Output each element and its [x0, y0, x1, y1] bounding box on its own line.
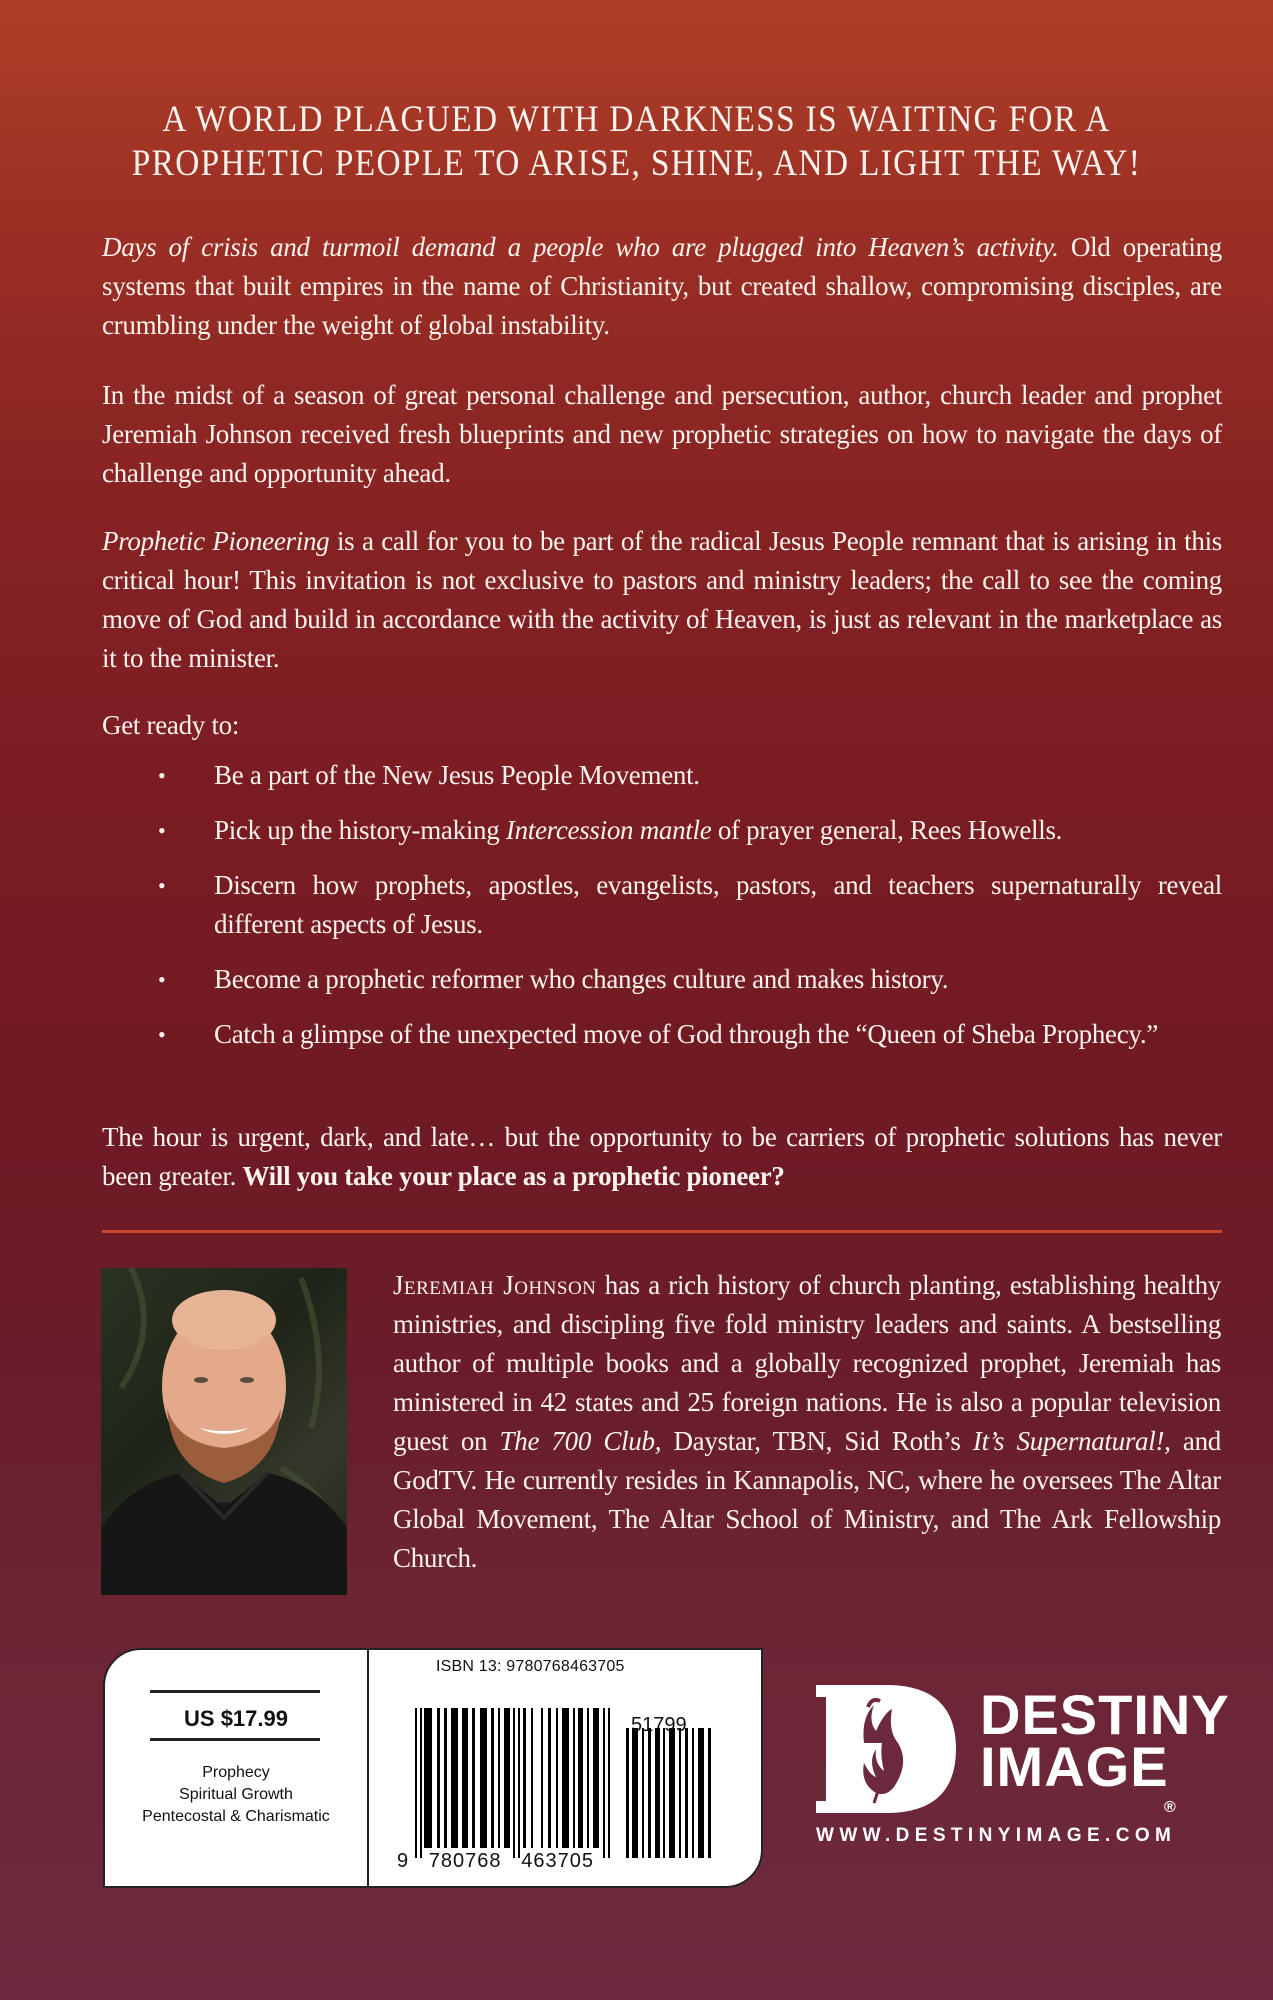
publisher-name-line-1: DESTINY — [980, 1683, 1230, 1746]
list-item-text: Become a prophetic reformer who changes culture and makes history. — [214, 964, 949, 994]
publisher-name-line-2: IMAGE — [980, 1735, 1169, 1798]
ean-first-digit: 9 — [397, 1850, 410, 1872]
author-context-paragraph — [102, 376, 1222, 493]
bullet-icon: • — [158, 818, 166, 843]
headline — [64, 98, 1210, 186]
intro-paragraph — [102, 228, 1222, 345]
section-divider — [102, 1230, 1222, 1233]
list-item-text: Discern how prophets, apostles, evangelists, pastors, and teachers supernaturally reveal different aspects of Jesus. — [214, 870, 1222, 939]
list-item-text-end: of prayer general, Rees Howells. — [711, 815, 1063, 845]
registered-mark-icon: ® — [1164, 1799, 1176, 1816]
price-addon-code: 51799 — [631, 1714, 687, 1736]
ean-group-2: 463705 — [521, 1850, 594, 1872]
intro-text: Old operating systems that built empires in the name of Christianity, but created shallow, compromising disciples, are crumbling under the weight of global instability. — [102, 232, 1222, 340]
price-rule-top — [150, 1690, 320, 1693]
category-item: Pentecostal & Charismatic — [142, 1808, 330, 1825]
category-item: Spiritual Growth — [179, 1786, 293, 1803]
list-item — [102, 756, 1222, 795]
bullet-icon: • — [158, 1022, 166, 1047]
bio-text-1: has a rich history of church planting, establishing healthy ministries, and discipling five fold ministry leaders and saints. A bestselling author of multiple books and a globally recognized prophet, Jeremiah has ministered in 42 states and 25 foreign nations. He is also a popular television guest on — [393, 1270, 1221, 1456]
list-item — [102, 866, 1222, 944]
list-item-italic: Intercession mantle — [505, 815, 712, 845]
destiny-image-d-flame-icon — [816, 1683, 956, 1815]
author-bio — [393, 1266, 1221, 1578]
author-portrait-icon — [101, 1268, 347, 1595]
category-list — [105, 1762, 367, 1828]
price-panel — [105, 1650, 369, 1886]
bio-text-3: and GodTV. He currently resides in Kannapolis, NC, where he oversees The Altar Global Movement, The Altar School of Ministry, and The Ark Fellowship Church. — [393, 1426, 1221, 1573]
get-ready-intro — [102, 706, 1222, 745]
book-title-italic: Prophetic Pioneering — [102, 526, 330, 556]
author-name: Jeremiah Johnson — [393, 1270, 597, 1300]
headline-line-1: A WORLD PLAGUED WITH DARKNESS IS WAITING FOR A — [162, 99, 1111, 140]
bullet-icon: • — [158, 873, 166, 898]
ean-group-1: 780768 — [428, 1850, 502, 1872]
bullet-icon: • — [158, 763, 166, 788]
book-call-text: is a call for you to be part of the radical Jesus People remnant that is arising in this critical hour! This invitation is not exclusive to pastors and ministry leaders; the call to see the coming move of God and build in accordance with the activity of Heaven, is just as relevant in the marketplace as it to the minister. — [102, 526, 1222, 673]
author-context-text: In the midst of a season of great personal challenge and persecution, author, church leader and prophet Jeremiah Johnson received fresh blueprints and new prophetic strategies on how to navigate the days of challenge and opportunity ahead. — [102, 380, 1222, 488]
bio-text-2: Daystar, TBN, Sid Roth’s — [661, 1426, 973, 1456]
price: US $17.99 — [184, 1706, 288, 1731]
publisher-logo — [816, 1683, 1230, 1853]
list-item — [102, 1015, 1222, 1054]
isbn-panel — [369, 1650, 761, 1886]
closing-question: Will you take your place as a prophetic pioneer? — [242, 1161, 785, 1191]
category-item: Prophecy — [202, 1764, 270, 1781]
price-rule-bottom — [150, 1738, 320, 1741]
intro-italic: Days of crisis and turmoil demand a people who are plugged into Heaven’s activity. — [102, 232, 1059, 262]
list-item-text: Be a part of the New Jesus People Movement. — [214, 760, 700, 790]
isbn-label: ISBN 13: 9780768463705 — [436, 1658, 625, 1675]
closing-text: The hour is urgent, dark, and late… but the opportunity to be carriers of prophetic solutions has never been greater. — [102, 1122, 1222, 1191]
list-item-text: Pick up the history-making — [214, 815, 506, 845]
closing-paragraph — [102, 1118, 1222, 1196]
ean-digits — [397, 1850, 594, 1873]
barcode-box — [103, 1648, 763, 1888]
list-item — [102, 960, 1222, 999]
publisher-name — [980, 1683, 1230, 1798]
list-item-text: Catch a glimpse of the unexpected move of God through the “Queen of Sheba Prophecy.” — [214, 1019, 1159, 1049]
barcode-icon — [415, 1708, 755, 1868]
benefits-list — [102, 756, 1222, 1070]
tv-show-2: It’s Supernatural!, — [972, 1426, 1171, 1456]
book-call-paragraph — [102, 522, 1222, 678]
get-ready-label: Get ready to: — [102, 710, 240, 740]
author-photo — [101, 1268, 347, 1595]
headline-line-2: PROPHETIC PEOPLE TO ARISE, SHINE, AND LIGHT THE WAY! — [131, 143, 1142, 184]
tv-show-1: The 700 Club, — [499, 1426, 662, 1456]
bullet-icon: • — [158, 967, 166, 992]
list-item — [102, 811, 1222, 850]
publisher-url[interactable]: WWW.DESTINYIMAGE.COM — [816, 1825, 1177, 1846]
